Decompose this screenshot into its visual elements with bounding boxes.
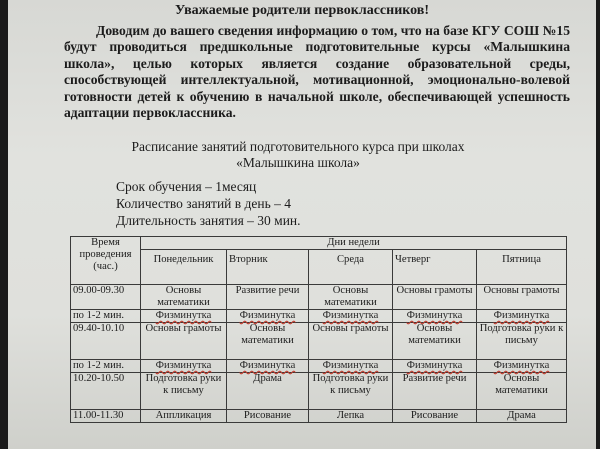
lesson-cell: Основы математики	[141, 285, 227, 310]
table-row	[71, 285, 567, 310]
day-header: Вторник	[227, 250, 309, 285]
day-header: Среда	[309, 250, 393, 285]
schedule-title	[118, 139, 478, 171]
table-row	[71, 310, 567, 323]
lesson-cell: Аппликация	[141, 410, 227, 423]
lesson-cell: Основы математики	[477, 373, 567, 410]
time-cell: 11.00-11.30	[71, 410, 141, 423]
table-row	[71, 373, 567, 410]
lesson-cell: Основы грамоты	[309, 323, 393, 360]
break-cell: Физминутка	[309, 360, 393, 373]
lesson-cell: Развитие речи	[227, 285, 309, 310]
schedule-table	[70, 236, 567, 423]
break-cell: Физминутка	[227, 360, 309, 373]
break-cell: Физминутка	[477, 360, 567, 373]
lesson-cell: Основы грамоты	[141, 323, 227, 360]
table-row	[71, 360, 567, 373]
table-row	[71, 410, 567, 423]
intro-paragraph	[64, 23, 570, 121]
intro-text: Доводим до вашего сведения информацию о том, что на базе КГУ СОШ №15 будут проводиться предшкольные подготовительные курсы «Малышкина школа», целью которых является создание образовательной среды, способствующей интеллектуальной, мотивационной, эмоционально-волевой готовности детей к обучению в начальной школе, обеспечивающей успешность адаптации первоклассника.	[64, 23, 570, 121]
lesson-cell: Основы грамоты	[393, 285, 477, 310]
lesson-cell: Основы математики	[393, 323, 477, 360]
lesson-cell: Основы математики	[309, 285, 393, 310]
lesson-cell: Рисование	[227, 410, 309, 423]
lesson-cell: Подготовка руки к письму	[309, 373, 393, 410]
course-info	[116, 178, 301, 229]
info-per-day: Количество занятий в день – 4	[116, 196, 292, 211]
break-cell: Физминутка	[227, 310, 309, 323]
day-header: Понедельник	[141, 250, 227, 285]
document-page	[8, 0, 596, 449]
break-cell: Физминутка	[141, 360, 227, 373]
day-header: Пятница	[477, 250, 567, 285]
break-cell: Физминутка	[393, 310, 477, 323]
lesson-cell: Основы грамоты	[477, 285, 567, 310]
lesson-cell: Драма	[227, 373, 309, 410]
day-names-row	[71, 250, 567, 285]
time-cell: по 1-2 мин.	[71, 310, 141, 323]
schedule-title-line2: «Малышкина школа»	[236, 155, 360, 170]
lesson-cell: Подготовка руки к письму	[141, 373, 227, 410]
lesson-cell: Рисование	[393, 410, 477, 423]
time-cell: 09.00-09.30	[71, 285, 141, 310]
time-cell: по 1-2 мин.	[71, 360, 141, 373]
lesson-cell: Драма	[477, 410, 567, 423]
page-title: Уважаемые родители первоклассников!	[174, 3, 430, 18]
time-cell: 09.40-10.10	[71, 323, 141, 360]
lesson-cell: Развитие речи	[393, 373, 477, 410]
schedule-title-line1: Расписание занятий подготовительного курса при школах	[131, 139, 465, 154]
table-header-row	[71, 237, 567, 250]
lesson-cell: Лепка	[309, 410, 393, 423]
time-cell: 10.20-10.50	[71, 373, 141, 410]
time-header: Время проведения (час.)	[71, 237, 141, 285]
break-cell: Физминутка	[393, 360, 477, 373]
info-lesson-length: Длительность занятия – 30 мин.	[116, 213, 301, 228]
days-header: Дни недели	[141, 237, 567, 250]
table-row	[71, 323, 567, 360]
day-header: Четверг	[393, 250, 477, 285]
break-cell: Физминутка	[309, 310, 393, 323]
break-cell: Физминутка	[477, 310, 567, 323]
break-cell: Физминутка	[141, 310, 227, 323]
lesson-cell: Подготовка руки к письму	[477, 323, 567, 360]
lesson-cell: Основы математики	[227, 323, 309, 360]
info-duration: Срок обучения – 1месяц	[116, 179, 257, 194]
